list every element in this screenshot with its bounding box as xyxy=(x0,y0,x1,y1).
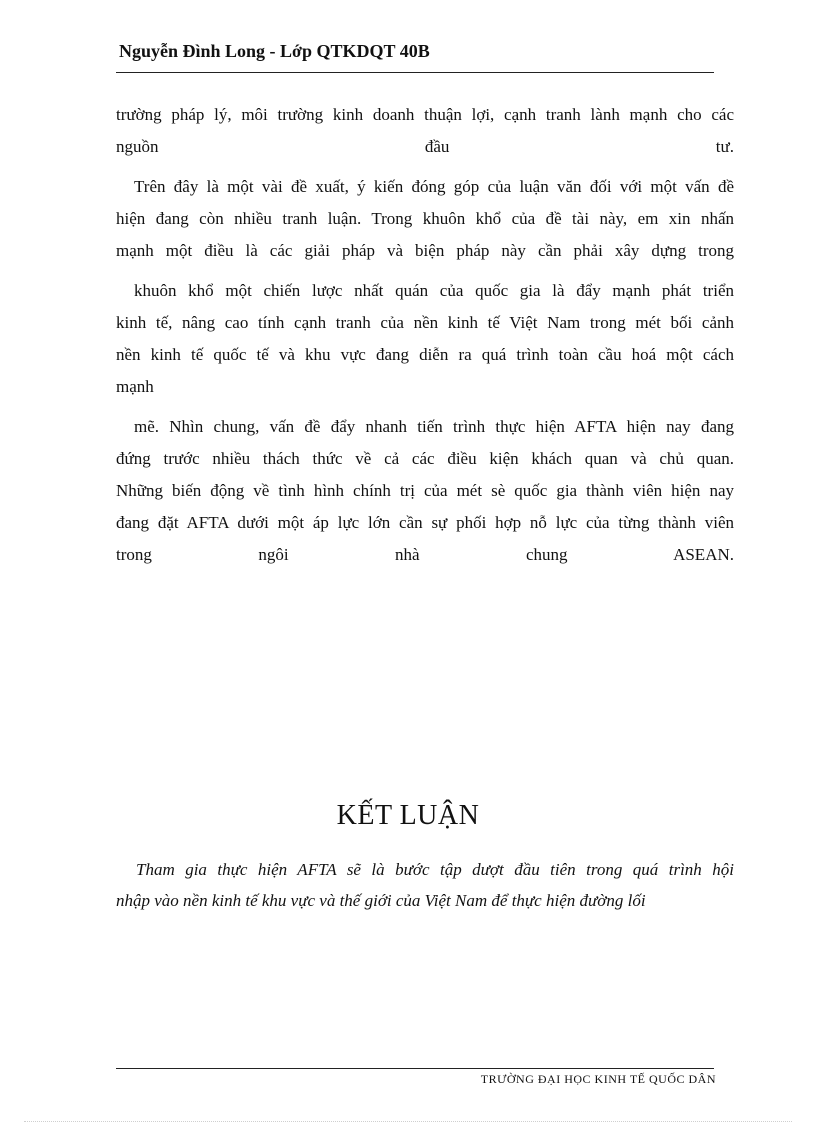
paragraph-2-line-3: mạnh một điều là các giải pháp và biện pháp này cần phải xây dựng trong xyxy=(116,241,734,260)
header-title: Nguyễn Đình Long - Lớp QTKDQT 40B xyxy=(119,41,430,61)
paragraph-1-line-2: nguồn đầu tư. xyxy=(116,137,734,156)
conclusion-line-2: nhập vào nền kinh tế khu vực và thế giới của Việt Nam để thực hiện đường lối xyxy=(116,891,646,910)
conclusion-heading: KẾT LUẬN xyxy=(336,800,480,831)
paragraph-4-line-5: trong ngôi nhà chung ASEAN. xyxy=(116,545,734,564)
page-edge-divider xyxy=(24,1121,792,1122)
paragraph-1-line-1: trường pháp lý, môi trường kinh doanh thuận lợi, cạnh tranh lành mạnh cho các xyxy=(116,105,734,124)
paragraph-2-line-1: Trên đây là một vài đề xuất, ý kiến đóng góp của luận văn đối với một vấn đề xyxy=(134,177,734,196)
paragraph-4-line-2: đứng trước nhiều thách thức về cả các điều kiện khách quan và chủ quan. xyxy=(116,449,734,468)
paragraph-3-line-1: khuôn khổ một chiến lược nhất quán của quốc gia là đẩy mạnh phát triển xyxy=(134,281,734,300)
paragraph-4-line-4: đang đặt AFTA dưới một áp lực lớn cần sự phối hợp nỗ lực của từng thành viên xyxy=(116,513,734,532)
paragraph-2-line-2: hiện đang còn nhiều tranh luận. Trong khuôn khổ của đề tài này, em xin nhấn xyxy=(116,209,734,228)
paragraph-3-line-4: mạnh xyxy=(116,377,154,396)
conclusion-line-1: Tham gia thực hiện AFTA sẽ là bước tập dượt đầu tiên trong quá trình hội xyxy=(136,860,734,879)
paragraph-3-line-2: kinh tế, nâng cao tính cạnh tranh của nền kinh tế Việt Nam trong mét bối cảnh xyxy=(116,313,734,332)
footer-rule xyxy=(116,1068,714,1069)
paragraph-4-line-3: Những biến động về tình hình chính trị của mét sè quốc gia thành viên hiện nay xyxy=(116,481,734,500)
paragraph-4-line-1: mẽ. Nhìn chung, vấn đề đẩy nhanh tiến trình thực hiện AFTA hiện nay đang xyxy=(134,417,734,436)
paragraph-3-line-3: nền kinh tế quốc tế và khu vực đang diễn ra quá trình toàn cầu hoá một cách xyxy=(116,345,734,364)
page-header xyxy=(116,38,714,73)
footer-text: TRƯỜNG ĐẠI HỌC KINH TẾ QUỐC DÂN xyxy=(480,1072,716,1086)
